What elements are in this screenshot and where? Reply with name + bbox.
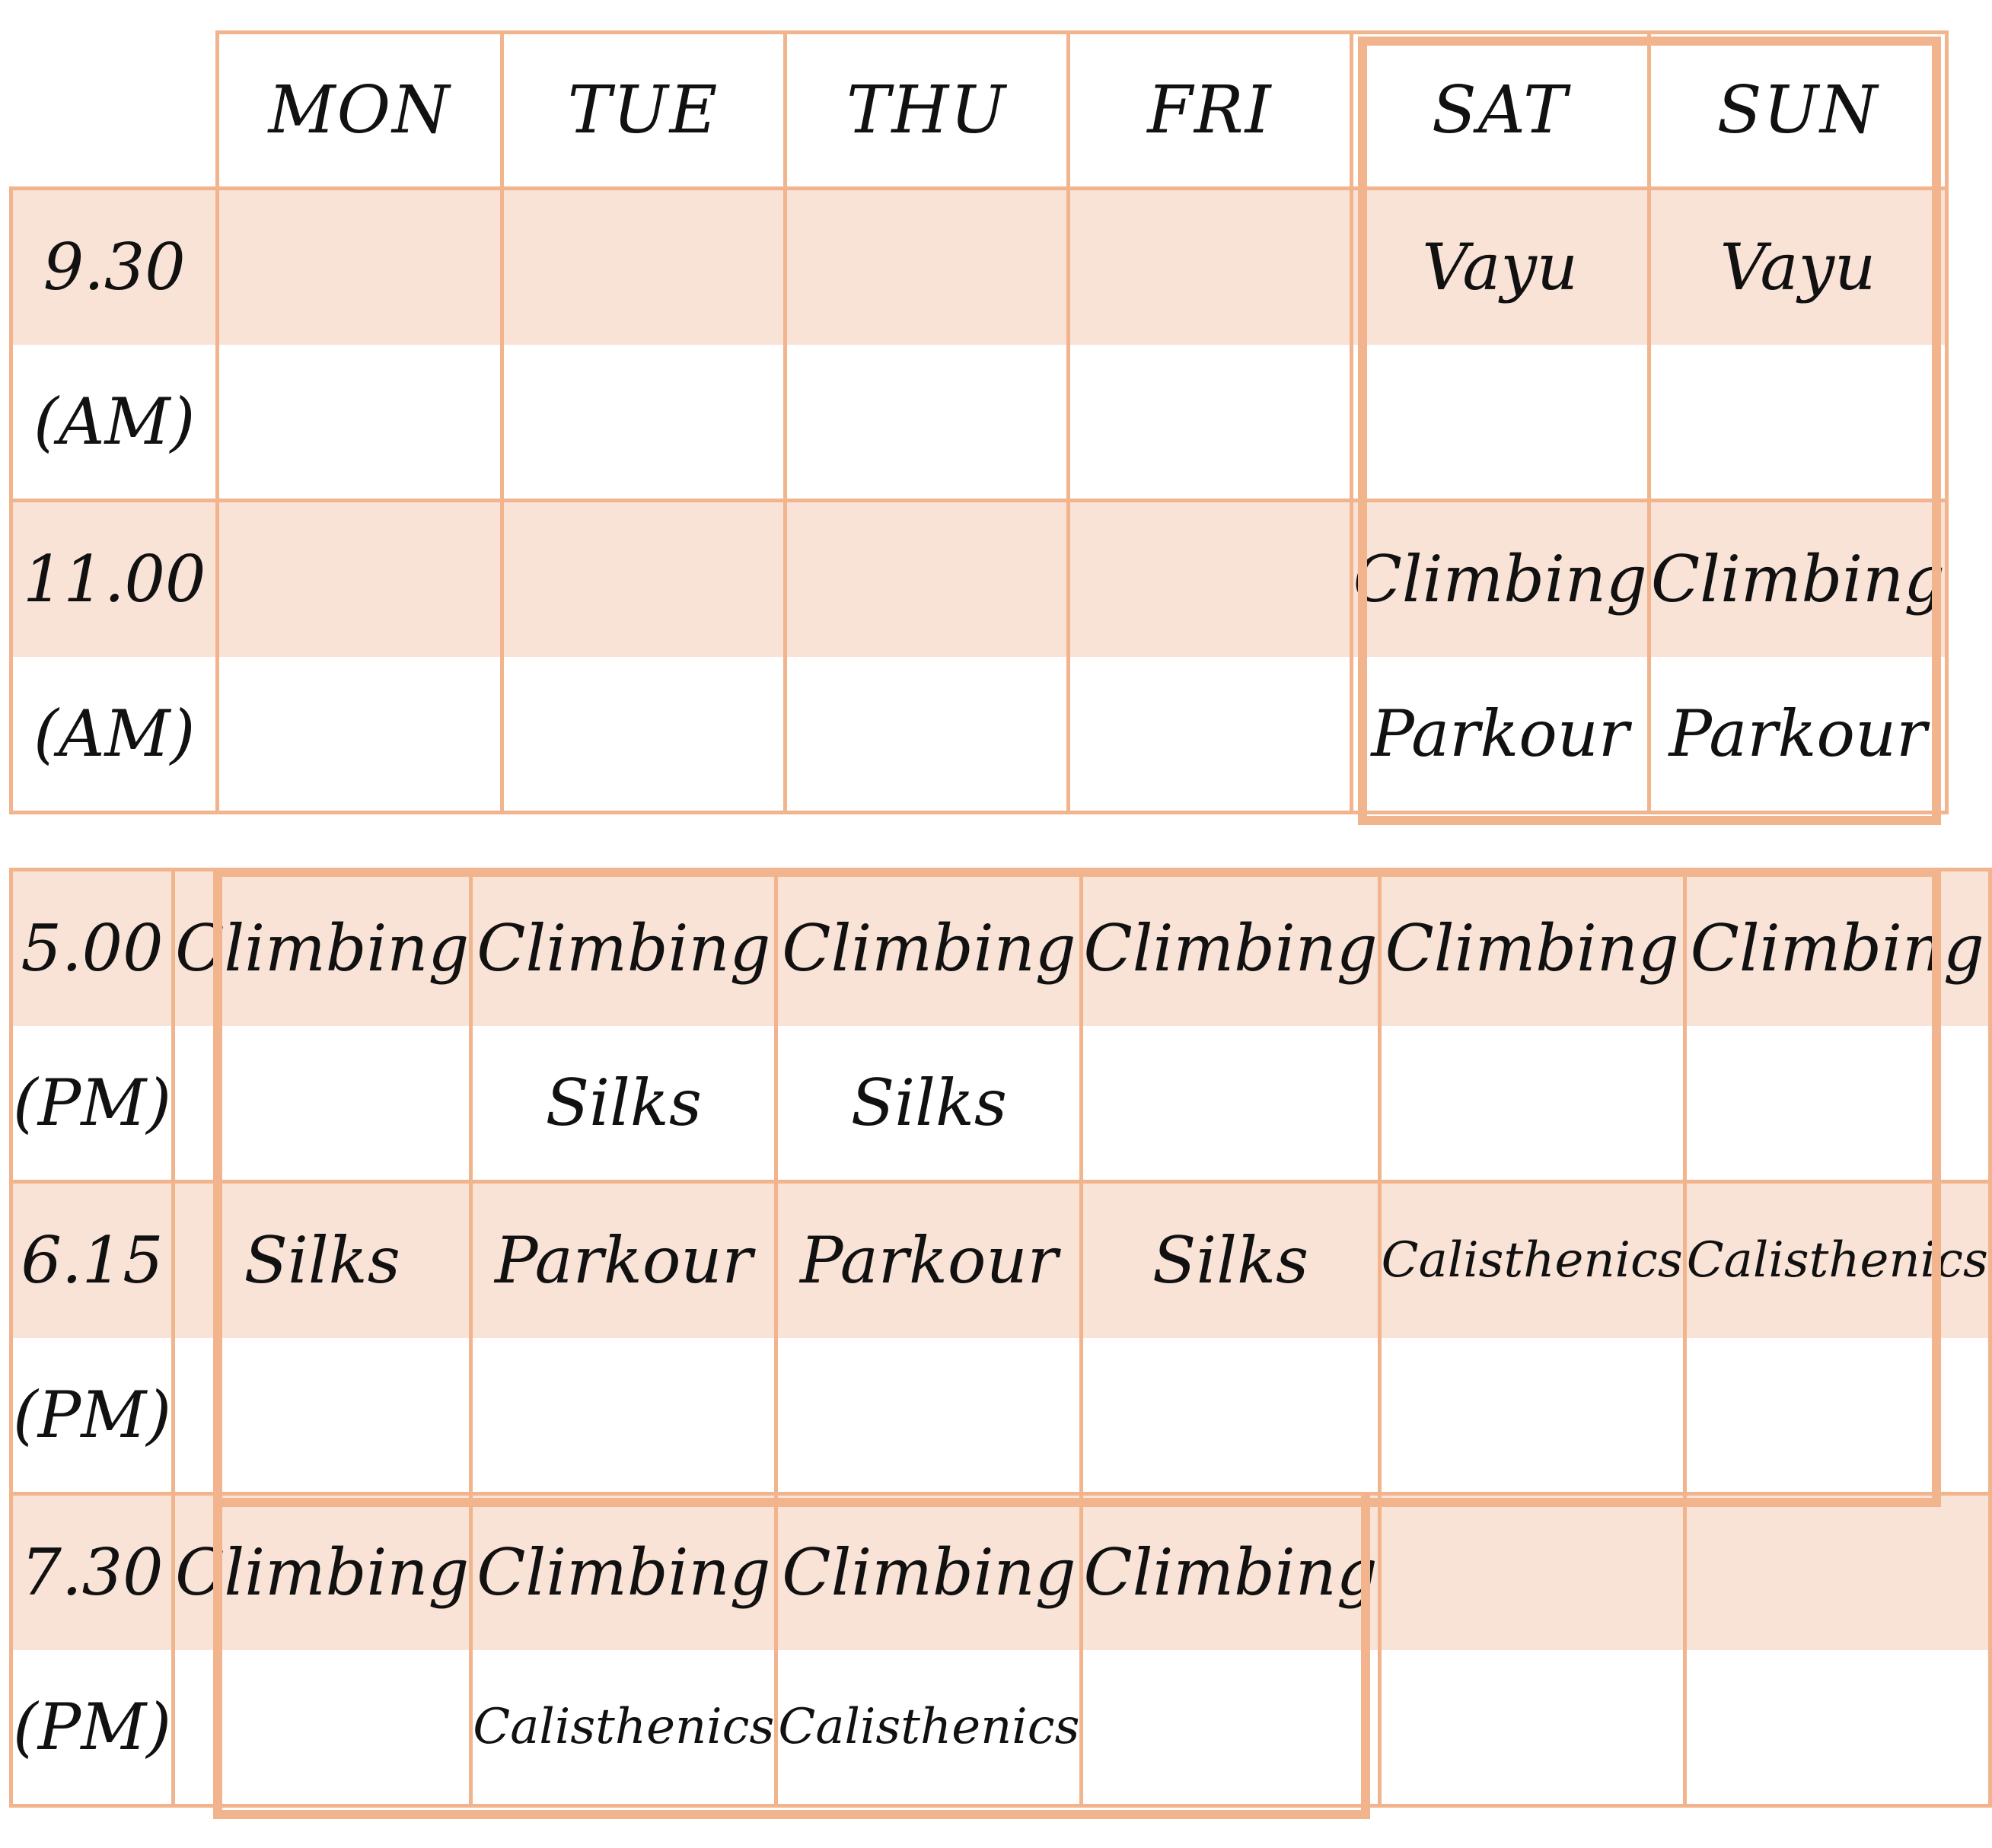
class-cell xyxy=(174,1650,471,1806)
class-cell xyxy=(1379,1650,1684,1806)
class-cell xyxy=(502,657,785,813)
class-cell xyxy=(471,1338,776,1494)
class-cell: Climbing xyxy=(1082,870,1379,1026)
evening-timetable xyxy=(9,868,1992,1808)
class-cell xyxy=(1379,1338,1684,1494)
class-cell xyxy=(502,501,785,657)
class-cell xyxy=(174,1338,471,1494)
class-cell xyxy=(1082,1026,1379,1182)
class-cell: Climbing xyxy=(174,1494,471,1650)
slot-row-period xyxy=(11,1338,1990,1494)
class-cell xyxy=(776,1338,1082,1494)
slot-row-period xyxy=(11,1650,1990,1806)
class-cell: Climbing xyxy=(1379,870,1684,1026)
class-cell: Climbing xyxy=(471,870,776,1026)
class-cell: Calisthenics xyxy=(471,1650,776,1806)
period-label: (PM) xyxy=(11,1338,174,1494)
class-cell: Silks xyxy=(174,1182,471,1338)
class-cell: Parkour xyxy=(471,1182,776,1338)
class-cell: Climbing xyxy=(174,870,471,1026)
time-label: 7.30 xyxy=(11,1494,174,1650)
day-header-fri: FRI xyxy=(1069,33,1351,189)
corner-blank xyxy=(11,33,218,189)
class-cell xyxy=(1379,1026,1684,1182)
class-cell: Climbing xyxy=(776,1494,1082,1650)
class-cell: Calisthenics xyxy=(776,1650,1082,1806)
time-label: 6.15 xyxy=(11,1182,174,1338)
class-cell xyxy=(1684,1026,1990,1182)
day-header-row xyxy=(11,33,1947,189)
slot-row-time xyxy=(11,1494,1990,1650)
class-cell xyxy=(1069,189,1351,345)
time-label: 11.00 xyxy=(11,501,218,657)
class-cell xyxy=(218,345,502,501)
class-cell: Climbing xyxy=(1351,501,1649,657)
class-cell xyxy=(1351,345,1649,501)
class-cell xyxy=(1684,1494,1990,1650)
slot-row-period xyxy=(11,1026,1990,1182)
slot-row-time xyxy=(11,1182,1990,1338)
class-cell xyxy=(785,189,1068,345)
class-cell xyxy=(1379,1494,1684,1650)
class-cell: Silks xyxy=(1082,1182,1379,1338)
class-cell xyxy=(218,657,502,813)
class-cell xyxy=(1082,1650,1379,1806)
class-cell: Silks xyxy=(776,1026,1082,1182)
class-cell: Vayu xyxy=(1649,189,1946,345)
slot-row-period xyxy=(11,345,1947,501)
period-label: (PM) xyxy=(11,1650,174,1806)
class-cell: Silks xyxy=(471,1026,776,1182)
class-cell xyxy=(1069,345,1351,501)
day-header-sun: SUN xyxy=(1649,33,1946,189)
class-cell xyxy=(1649,345,1946,501)
class-cell xyxy=(1684,1338,1990,1494)
class-cell xyxy=(1069,501,1351,657)
class-cell: Climbing xyxy=(1082,1494,1379,1650)
period-label: (AM) xyxy=(11,345,218,501)
class-cell: Climbing xyxy=(471,1494,776,1650)
day-header-mon: MON xyxy=(218,33,502,189)
class-cell xyxy=(502,189,785,345)
class-cell: Climbing xyxy=(1684,870,1990,1026)
day-header-thu: THU xyxy=(785,33,1068,189)
morning-timetable xyxy=(9,30,1949,814)
class-cell xyxy=(1069,657,1351,813)
class-cell: Calisthenics xyxy=(1684,1182,1990,1338)
class-cell xyxy=(785,657,1068,813)
class-cell: Climbing xyxy=(776,870,1082,1026)
class-cell xyxy=(1082,1338,1379,1494)
class-cell: Parkour xyxy=(776,1182,1082,1338)
class-cell: Calisthenics xyxy=(1379,1182,1684,1338)
class-cell xyxy=(1684,1650,1990,1806)
class-cell xyxy=(785,501,1068,657)
class-cell xyxy=(174,1026,471,1182)
slot-row-time xyxy=(11,189,1947,345)
class-cell: Parkour xyxy=(1351,657,1649,813)
class-cell xyxy=(218,189,502,345)
class-cell: Parkour xyxy=(1649,657,1946,813)
class-cell: Vayu xyxy=(1351,189,1649,345)
class-cell: Climbing xyxy=(1649,501,1946,657)
period-label: (PM) xyxy=(11,1026,174,1182)
slot-row-period xyxy=(11,657,1947,813)
class-cell xyxy=(785,345,1068,501)
day-header-sat: SAT xyxy=(1351,33,1649,189)
time-label: 5.00 xyxy=(11,870,174,1026)
day-header-tue: TUE xyxy=(502,33,785,189)
slot-row-time xyxy=(11,501,1947,657)
slot-row-time xyxy=(11,870,1990,1026)
period-label: (AM) xyxy=(11,657,218,813)
time-label: 9.30 xyxy=(11,189,218,345)
class-cell xyxy=(502,345,785,501)
class-cell xyxy=(218,501,502,657)
